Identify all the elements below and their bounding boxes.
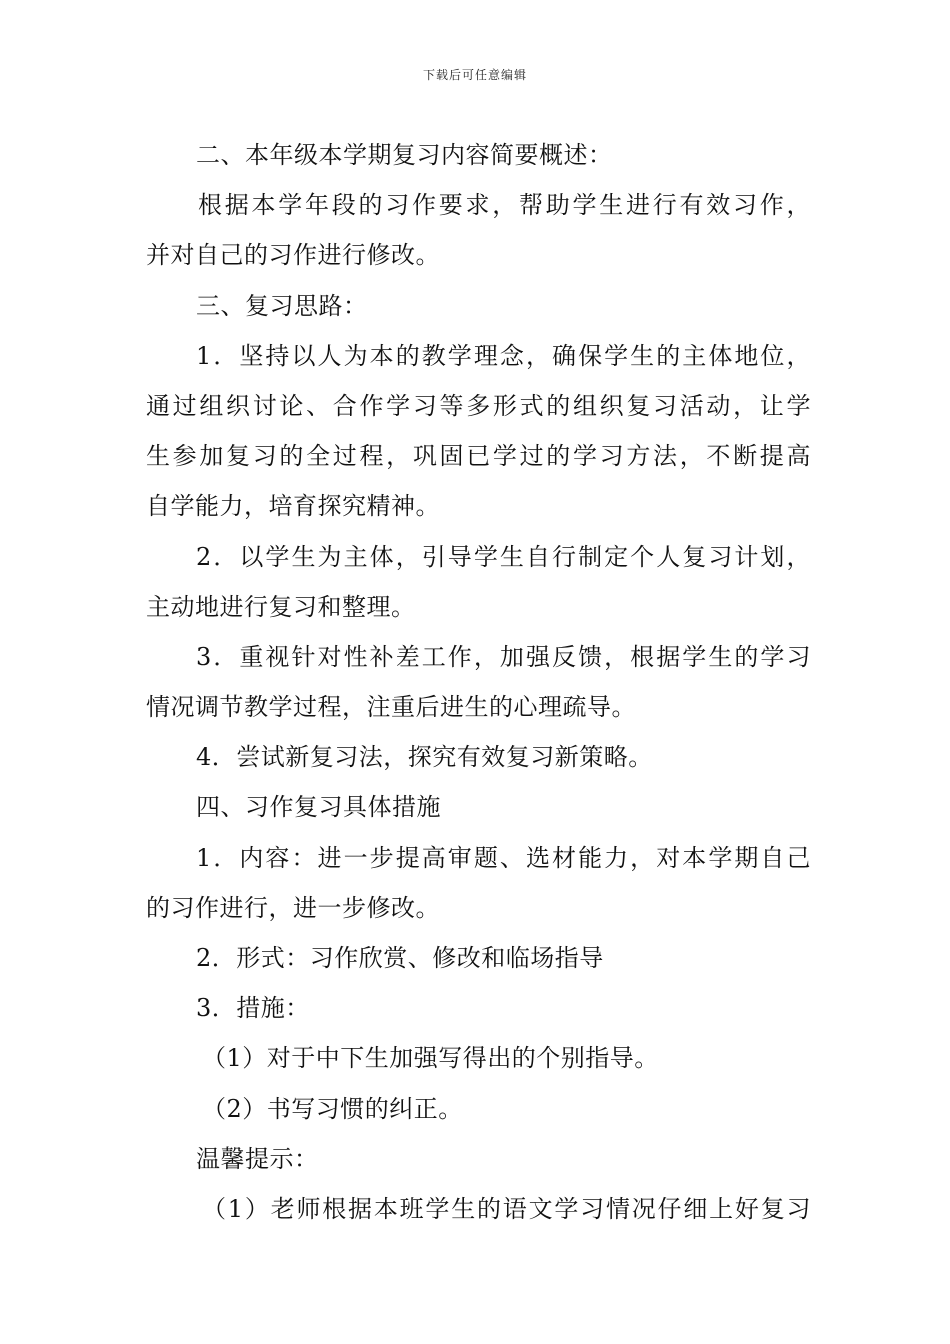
paragraph-line: 的习作进行，进一步修改。 xyxy=(146,893,440,922)
section-heading: 二、本年级本学期复习内容简要概述： xyxy=(196,141,613,169)
paragraph-line: 通过组织讨论、合作学习等多形式的组织复习活动，让学 xyxy=(146,391,811,420)
paragraph-line: 并对自己的习作进行修改。 xyxy=(146,241,440,270)
list-item-line: 3．重视针对性补差工作，加强反馈，根据学生的学习 xyxy=(196,642,811,671)
tip-heading: 温馨提示： xyxy=(196,1144,319,1173)
sub-item-line: （1）对于中下生加强写得出的个别指导。 xyxy=(202,1044,659,1073)
list-item-line: 4．尝试新复习法，探究有效复习新策略。 xyxy=(196,743,653,772)
section-heading: 三、复习思路： xyxy=(196,291,368,320)
paragraph-line: 自学能力，培育探究精神。 xyxy=(146,492,440,521)
list-item-line: 1．坚持以人为本的教学理念，确保学生的主体地位， xyxy=(196,341,811,370)
header-note: 下载后可任意编辑 xyxy=(422,68,527,82)
paragraph-line: 情况调节教学过程，注重后进生的心理疏导。 xyxy=(146,693,636,722)
list-item-line: 1．内容：进一步提高审题、选材能力，对本学期自己 xyxy=(196,843,811,872)
sub-item-line: （2）书写习惯的纠正。 xyxy=(202,1094,463,1123)
sub-item-line: （1）老师根据本班学生的语文学习情况仔细上好复习 xyxy=(202,1194,811,1223)
paragraph-line: 主动地进行复习和整理。 xyxy=(146,592,416,621)
paragraph-line: 生参加复习的全过程，巩固已学过的学习方法，不断提高 xyxy=(146,442,811,471)
list-item-line: 3．措施： xyxy=(196,994,310,1023)
document-body xyxy=(146,130,811,1234)
paragraph-line: 根据本学年段的习作要求，帮助学生进行有效习作， xyxy=(198,191,811,220)
list-item-line: 2．以学生为主体，引导学生自行制定个人复习计划， xyxy=(196,542,811,571)
list-item-line: 2．形式：习作欣赏、修改和临场指导 xyxy=(196,944,604,972)
section-heading: 四、习作复习具体措施 xyxy=(196,793,441,822)
